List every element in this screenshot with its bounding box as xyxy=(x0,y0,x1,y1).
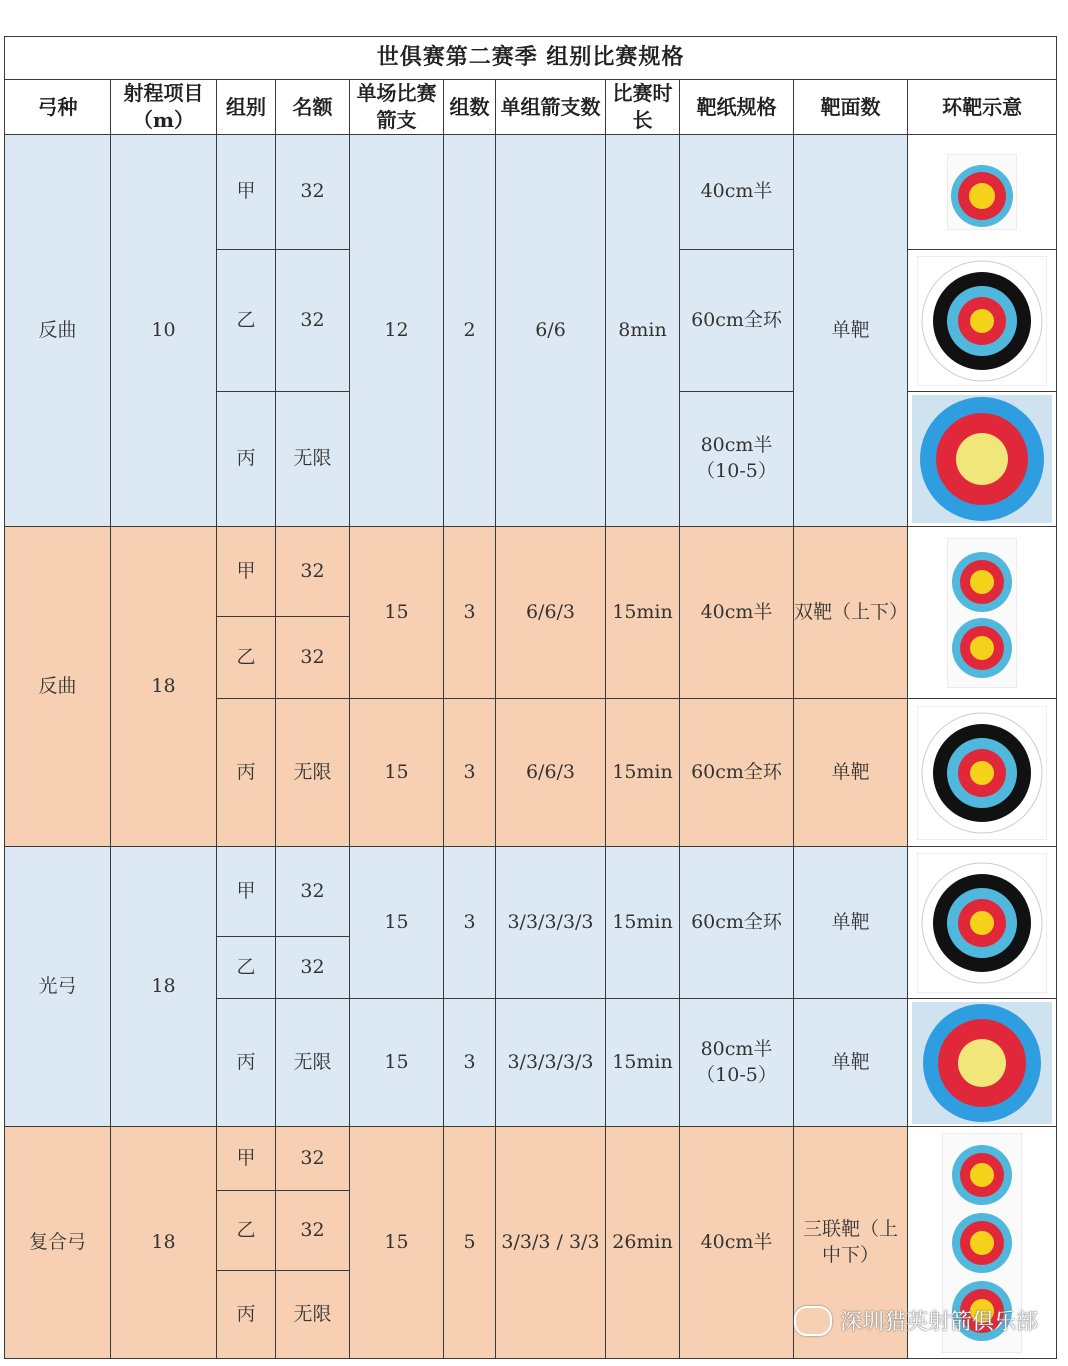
target-60cm-full-icon xyxy=(917,706,1047,840)
cell-sets: 3 xyxy=(444,999,496,1127)
target-illustration xyxy=(908,999,1057,1127)
cell-distance: 18 xyxy=(111,847,217,1127)
table-row xyxy=(5,1127,1057,1191)
cell-time: 26min xyxy=(606,1127,680,1359)
header-quota: 名额 xyxy=(276,80,350,135)
header-distance: 射程项目（m） xyxy=(111,80,217,135)
cell-arrows: 15 xyxy=(350,527,444,699)
cell-group: 甲 xyxy=(217,527,276,617)
cell-group: 甲 xyxy=(217,1127,276,1191)
cell-quota: 32 xyxy=(276,527,350,617)
cell-group: 丙 xyxy=(217,999,276,1127)
cell-faces: 双靶（上下） xyxy=(794,527,908,699)
cell-bow: 复合弓 xyxy=(5,1127,111,1359)
cell-paper: 60cm全环 xyxy=(680,250,794,392)
cell-faces: 单靶 xyxy=(794,847,908,999)
cell-arrows: 15 xyxy=(350,999,444,1127)
wechat-icon xyxy=(794,1306,832,1336)
cell-group: 乙 xyxy=(217,937,276,999)
cell-bow: 反曲 xyxy=(5,135,111,527)
cell-paper: 40cm半 xyxy=(680,135,794,250)
header-sets: 组数 xyxy=(444,80,496,135)
cell-paper: 60cm全环 xyxy=(680,699,794,847)
cell-group: 乙 xyxy=(217,617,276,699)
header-bow: 弓种 xyxy=(5,80,111,135)
header-time: 比赛时长 xyxy=(606,80,680,135)
cell-quota: 32 xyxy=(276,135,350,250)
table-title: 世俱赛第二赛季 组别比赛规格 xyxy=(5,37,1057,80)
cell-arrows: 15 xyxy=(350,847,444,999)
target-illustration xyxy=(908,699,1057,847)
cell-group: 丙 xyxy=(217,392,276,527)
cell-time: 15min xyxy=(606,999,680,1127)
cell-distance: 18 xyxy=(111,1127,217,1359)
cell-group: 乙 xyxy=(217,250,276,392)
cell-quota: 无限 xyxy=(276,699,350,847)
cell-time: 15min xyxy=(606,847,680,999)
cell-faces: 单靶 xyxy=(794,999,908,1127)
cell-quota: 无限 xyxy=(276,999,350,1127)
cell-faces: 单靶 xyxy=(794,699,908,847)
cell-group: 丙 xyxy=(217,699,276,847)
watermark-text: 深圳猎英射箭俱乐部 xyxy=(839,1310,1038,1335)
header-group: 组别 xyxy=(217,80,276,135)
cell-quota: 32 xyxy=(276,1127,350,1191)
cell-sets: 5 xyxy=(444,1127,496,1359)
cell-paper: 60cm全环 xyxy=(680,847,794,999)
cell-per-set: 3/3/3 / 3/3 xyxy=(496,1127,606,1359)
target-60cm-full-icon xyxy=(917,256,1047,386)
cell-sets: 2 xyxy=(444,135,496,527)
cell-quota: 无限 xyxy=(276,1271,350,1359)
cell-per-set: 3/3/3/3/3 xyxy=(496,847,606,999)
watermark xyxy=(794,1305,1038,1336)
header-arrows-per-set: 单组箭支数 xyxy=(496,80,606,135)
cell-distance: 10 xyxy=(111,135,217,527)
cell-distance: 18 xyxy=(111,527,217,847)
cell-group: 丙 xyxy=(217,1271,276,1359)
header-arrows-per-match: 单场比赛箭支 xyxy=(350,80,444,135)
cell-per-set: 6/6/3 xyxy=(496,699,606,847)
cell-group: 甲 xyxy=(217,847,276,937)
spec-table-frame xyxy=(4,36,1056,1364)
cell-per-set: 6/6 xyxy=(496,135,606,527)
cell-per-set: 6/6/3 xyxy=(496,527,606,699)
header-target-faces: 靶面数 xyxy=(794,80,908,135)
cell-paper: 40cm半 xyxy=(680,1127,794,1359)
cell-sets: 3 xyxy=(444,527,496,699)
cell-faces: 三联靶（上中下） xyxy=(794,1127,908,1359)
cell-quota: 32 xyxy=(276,937,350,999)
header-target-illustration: 环靶示意 xyxy=(908,80,1057,135)
target-double-vertical-icon xyxy=(947,538,1017,688)
cell-quota: 32 xyxy=(276,250,350,392)
cell-time: 15min xyxy=(606,527,680,699)
cell-bow: 光弓 xyxy=(5,847,111,1127)
target-40cm-half-icon xyxy=(947,154,1017,230)
target-illustration xyxy=(908,392,1057,527)
cell-quota: 32 xyxy=(276,1191,350,1271)
cell-time: 8min xyxy=(606,135,680,527)
cell-quota: 无限 xyxy=(276,392,350,527)
target-illustration xyxy=(908,135,1057,250)
table-row xyxy=(5,527,1057,617)
cell-arrows: 12 xyxy=(350,135,444,527)
cell-quota: 32 xyxy=(276,617,350,699)
table-row xyxy=(5,847,1057,937)
cell-sets: 3 xyxy=(444,847,496,999)
cell-arrows: 15 xyxy=(350,699,444,847)
cell-sets: 3 xyxy=(444,699,496,847)
cell-group: 甲 xyxy=(217,135,276,250)
target-80cm-half-icon xyxy=(912,395,1052,523)
spec-table xyxy=(4,36,1057,1359)
cell-per-set: 3/3/3/3/3 xyxy=(496,999,606,1127)
cell-bow: 反曲 xyxy=(5,527,111,847)
target-80cm-half-icon xyxy=(912,1002,1052,1124)
cell-paper: 80cm半（10-5） xyxy=(680,392,794,527)
target-illustration xyxy=(908,250,1057,392)
table-row xyxy=(5,135,1057,250)
target-illustration xyxy=(908,527,1057,699)
cell-paper: 80cm半（10-5） xyxy=(680,999,794,1127)
header-target-paper: 靶纸规格 xyxy=(680,80,794,135)
cell-arrows: 15 xyxy=(350,1127,444,1359)
cell-time: 15min xyxy=(606,699,680,847)
target-illustration xyxy=(908,847,1057,999)
cell-paper: 40cm半 xyxy=(680,527,794,699)
target-60cm-full-icon xyxy=(917,853,1047,993)
cell-faces: 单靶 xyxy=(794,135,908,527)
cell-quota: 32 xyxy=(276,847,350,937)
cell-group: 乙 xyxy=(217,1191,276,1271)
